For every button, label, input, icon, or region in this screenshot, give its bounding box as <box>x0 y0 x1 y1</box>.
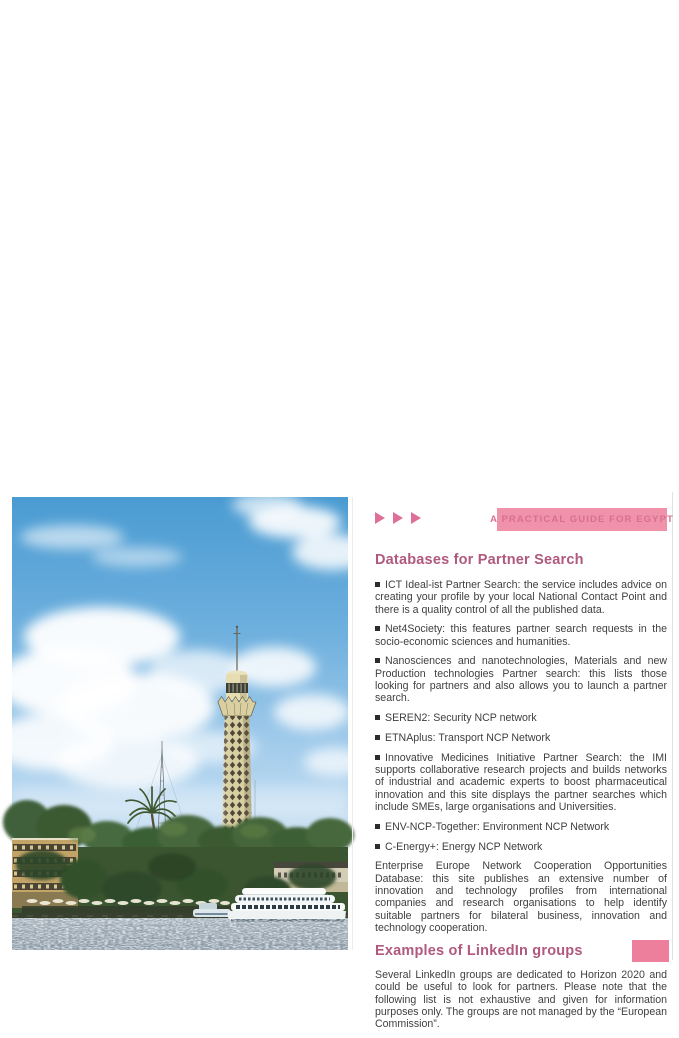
list-item-text: SEREN2: Security NCP network <box>385 712 537 725</box>
cairo-tower-illustration <box>12 497 348 950</box>
list-item <box>375 841 667 853</box>
section-heading-linkedin: Examples of LinkedIn groups <box>375 943 583 960</box>
bullet-square-icon <box>375 626 380 631</box>
page-header <box>375 505 674 531</box>
list-item-text: Nanosciences and nanotechnologies, Materials and new Production technologies Partner search: this lists those looking for partners and also allows you to launch a partner search. <box>375 655 667 705</box>
arrow-right-icon <box>375 512 385 524</box>
list-item-text: ICT Ideal-ist Partner Search: the service includes advice on creating your profile by your local National Contact Point and there is a quality control of all the published data. <box>375 579 667 616</box>
list-item-text: ENV-NCP-Together: Environment NCP Network <box>385 820 610 833</box>
section-heading-databases: Databases for Partner Search <box>375 552 584 568</box>
list-item-text: Net4Society: this features partner search requests in the socio-economic sciences and humanities. <box>375 623 667 648</box>
arrow-right-icon <box>393 512 403 524</box>
bullet-square-icon <box>375 824 380 829</box>
list-item <box>375 821 667 833</box>
list-item-text: ETNAplus: Transport NCP Network <box>385 731 551 744</box>
page-number-tab <box>632 940 669 962</box>
arrow-right-icon <box>411 512 421 524</box>
bullet-square-icon <box>375 755 380 760</box>
guide-banner <box>490 508 674 531</box>
list-item <box>375 732 667 744</box>
photo-cairo-tower <box>12 497 348 950</box>
list-item-text: C-Energy+: Energy NCP Network <box>385 840 543 853</box>
bullet-square-icon <box>375 658 380 663</box>
list-item <box>375 712 667 724</box>
list-item <box>375 579 667 616</box>
paragraph-een-database: Enterprise Europe Network Cooperation Opportunities Database: this site publishes an extensive number of innovation and technology profiles from international companies and research organisations to help identify suitable partners for bilateral business, innovation and technology cooperation. <box>375 860 667 934</box>
bullet-square-icon <box>375 844 380 849</box>
list-item <box>375 655 667 704</box>
banner-label: A PRACTICAL GUIDE FOR EGYPT <box>490 514 674 525</box>
list-item-text: Innovative Medicines Initiative Partner Search: the IMI supports collaborative research projects and builds networks of industrial and academic experts to boost pharmaceutical innovation and this site displays the partner searches which include SMEs, large organisations and Universities. <box>375 751 667 813</box>
bullet-square-icon <box>375 715 380 720</box>
page-fold-line <box>352 497 353 950</box>
list-item <box>375 752 667 813</box>
paragraph-linkedin-groups: Several LinkedIn groups are dedicated to Horizon 2020 and could be useful to look for partners. Please note that the following list is not exhaustive and given for information purposes only. The groups are not managed by the “European Commission”. <box>375 969 667 1031</box>
content-column <box>375 505 674 1038</box>
bullet-square-icon <box>375 582 380 587</box>
bullet-square-icon <box>375 735 380 740</box>
list-item <box>375 623 667 648</box>
page-edge-line <box>672 492 673 960</box>
